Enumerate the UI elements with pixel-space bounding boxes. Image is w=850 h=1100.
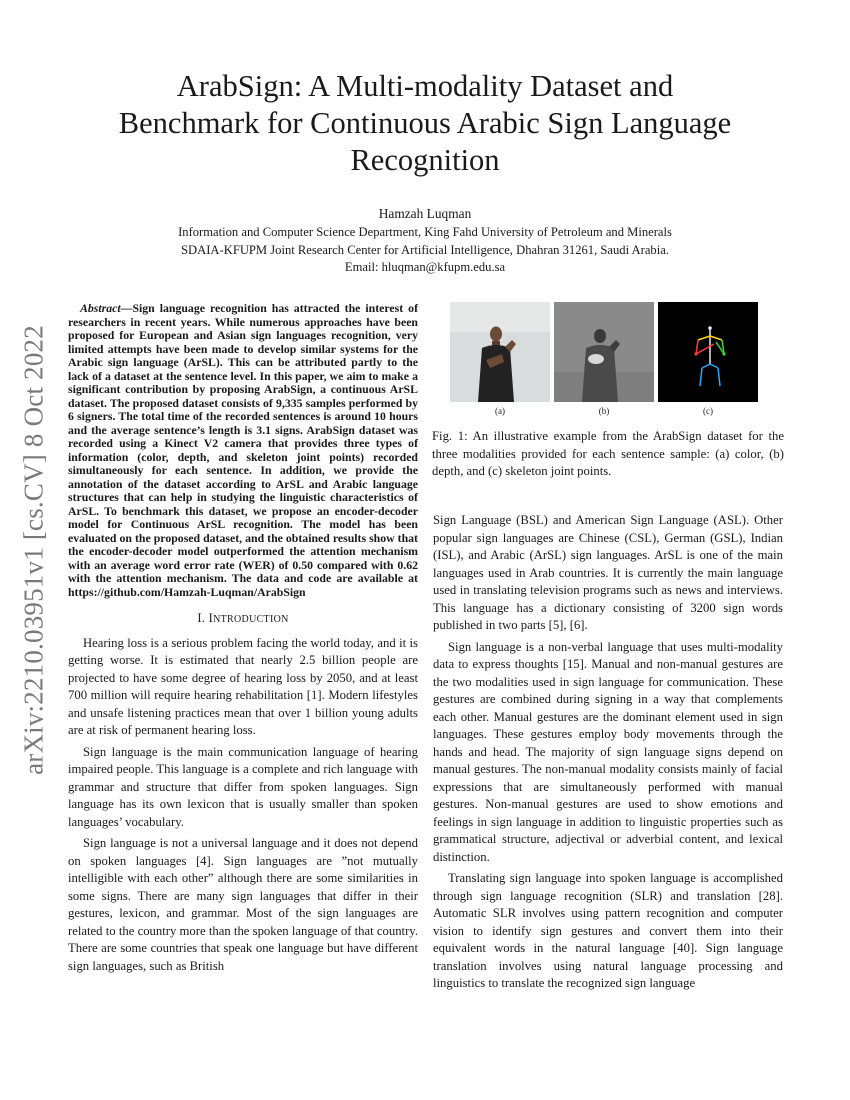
body-paragraph: Translating sign language into spoken language is accomplished through sign language recognition (SLR) and translation [28]. Automatic SLR involves using pattern recognition and computer vision to identify sign gestures and convert them into their equivalent words in the natural language [40]. Sign language translation involves using natural language processing and linguistics to translate the recognized sign language — [433, 871, 783, 990]
arxiv-sidebar — [8, 300, 60, 800]
title-line: ArabSign: A Multi-modality Dataset and — [176, 69, 674, 103]
right-column — [433, 512, 783, 997]
affiliation — [0, 224, 850, 277]
body-paragraph: Sign language is the main communication language of hearing impaired people. This language is a complete and rich language with grammar and structure that differ from spoken languages. Sign language has its own lexicon that is usually smaller than spoken languages’ vocabulary. — [68, 744, 418, 829]
depth-frame-image — [554, 302, 654, 402]
skeleton-frame-image — [658, 302, 758, 402]
body-paragraph: Sign language is a non-verbal language that uses multi-modality data to express thoughts [15]. Manual and non-manual gestures are the two modalities used in sign language for communication. These gestures are combined during signing in a way that complements each other. Manual gestures are the dominant element used in sign languages. These gestures employ body movements through the hands and head. The majority of sign language signs depend on manual gestures. The non-manual modality consists mainly of facial expressions that are simultaneously performed with manual gestures. Non-manual gestures are used to show emotions and feelings in sign language in addition to linguistic properties such as grammatical structure, adjectival or adverbial content, and lexical distinction. — [433, 639, 783, 864]
email-line: Email: hluqman@kfupm.edu.sa — [344, 260, 506, 274]
left-column — [68, 302, 418, 979]
affiliation-line: SDAIA-KFUPM Joint Research Center for Artificial Intelligence, Dhahran 31261, Saudi Arabia. — [181, 242, 669, 257]
body-paragraph: Sign Language (BSL) and American Sign Language (ASL). Other popular sign languages are Chinese (CSL), German (GSL), Indian (ISL), and Arabic (ArSL) sign languages. ArSL is one of the main languages used in Arab countries. It is currently the main language used in translating television programs such as news and interviews. This language has a dictionary consisting of 3200 sign words published in two parts [5], [6]. — [433, 513, 783, 632]
color-frame-image — [450, 302, 550, 402]
section-rest: NTRODUCTION — [213, 614, 289, 625]
title-line: Recognition — [350, 143, 500, 177]
abstract-text: —Sign language recognition has attracted the interest of researchers in recent years. While numerous approaches have been proposed for European and Asian sign languages recognition, very limited attempts have been made to develop similar systems for the Arabic sign language (ArSL). This can be attributed partly to the lack of a dataset at the sentence level. In this paper, we aim to make a significant contribution by proposing ArabSign, a continuous ArSL dataset. The proposed dataset consists of 9,335 samples performed by 6 signers. The total time of the recorded sentences is around 10 hours and the average sentence’s length is 3.1 signs. ArabSign dataset was recorded using a Kinect V2 camera that provides three types of information (color, depth, and skeleton joint points) recorded simultaneously for each sentence. In addition, we provide the annotation of the dataset according to ArSL and Arabic language structures that can help in studying the linguistic characteristics of ArSL. To benchmark this dataset, we propose an encoder-decoder model for Continuous ArSL recognition. The model has been evaluated on the proposed dataset, and the obtained results show that the encoder-decoder model outperformed the attention mechanism with an average word error rate (WER) of 0.50 compared with 0.62 with the attention mechanism. The data and code are available at https://github.com/Hamzah-Luqman/ArabSign — [68, 301, 418, 599]
body-paragraph: Sign language is not a universal language and it does not depend on spoken languages [4]. Sign languages are ”not mutually intelligible with each other” although there are some similarities in some signs. There are many sign languages that differ in their gestures, lexicon, and grammar. Most of the sign languages are related to the country more than the spoken language of that country. There are some countries that speak one language but have different sign languages, such as British — [68, 836, 418, 973]
body-paragraph: Hearing loss is a serious problem facing the world today, and it is getting worse. It is estimated that nearly 2.5 billion people are projected to have some degree of hearing loss by 2050, and at least 700 million will require hearing rehabilitation [1]. Modern lifestyles and unsafe listening practices mean that over 1 billion young adults are at risk of permanent hearing loss. — [68, 635, 418, 737]
section-heading — [68, 610, 418, 629]
subfigure-label: (b) — [598, 406, 610, 416]
abstract — [68, 302, 418, 599]
paper-title — [40, 68, 810, 179]
affiliation-line: Information and Computer Science Department, King Fahd University of Petroleum and Minerals — [178, 225, 672, 239]
abstract-label: Abstract — [80, 301, 121, 315]
section-numeral: I. — [197, 611, 209, 625]
title-line: Benchmark for Continuous Arabic Sign Language — [118, 106, 732, 140]
subfigure-label: (c) — [703, 406, 713, 416]
figure-caption: Fig. 1: An illustrative example from the ArabSign dataset for the three modalities provided for each sentence sample: (a) color, (b) depth, and (c) skeleton joint points. — [432, 429, 784, 478]
section-initial: I — [208, 611, 214, 625]
author-name: Hamzah Luqman — [378, 206, 472, 221]
arxiv-identifier: arXiv:2210.03951v1 [cs.CV] 8 Oct 2022 — [18, 325, 49, 775]
subfigure-label: (a) — [495, 406, 505, 416]
